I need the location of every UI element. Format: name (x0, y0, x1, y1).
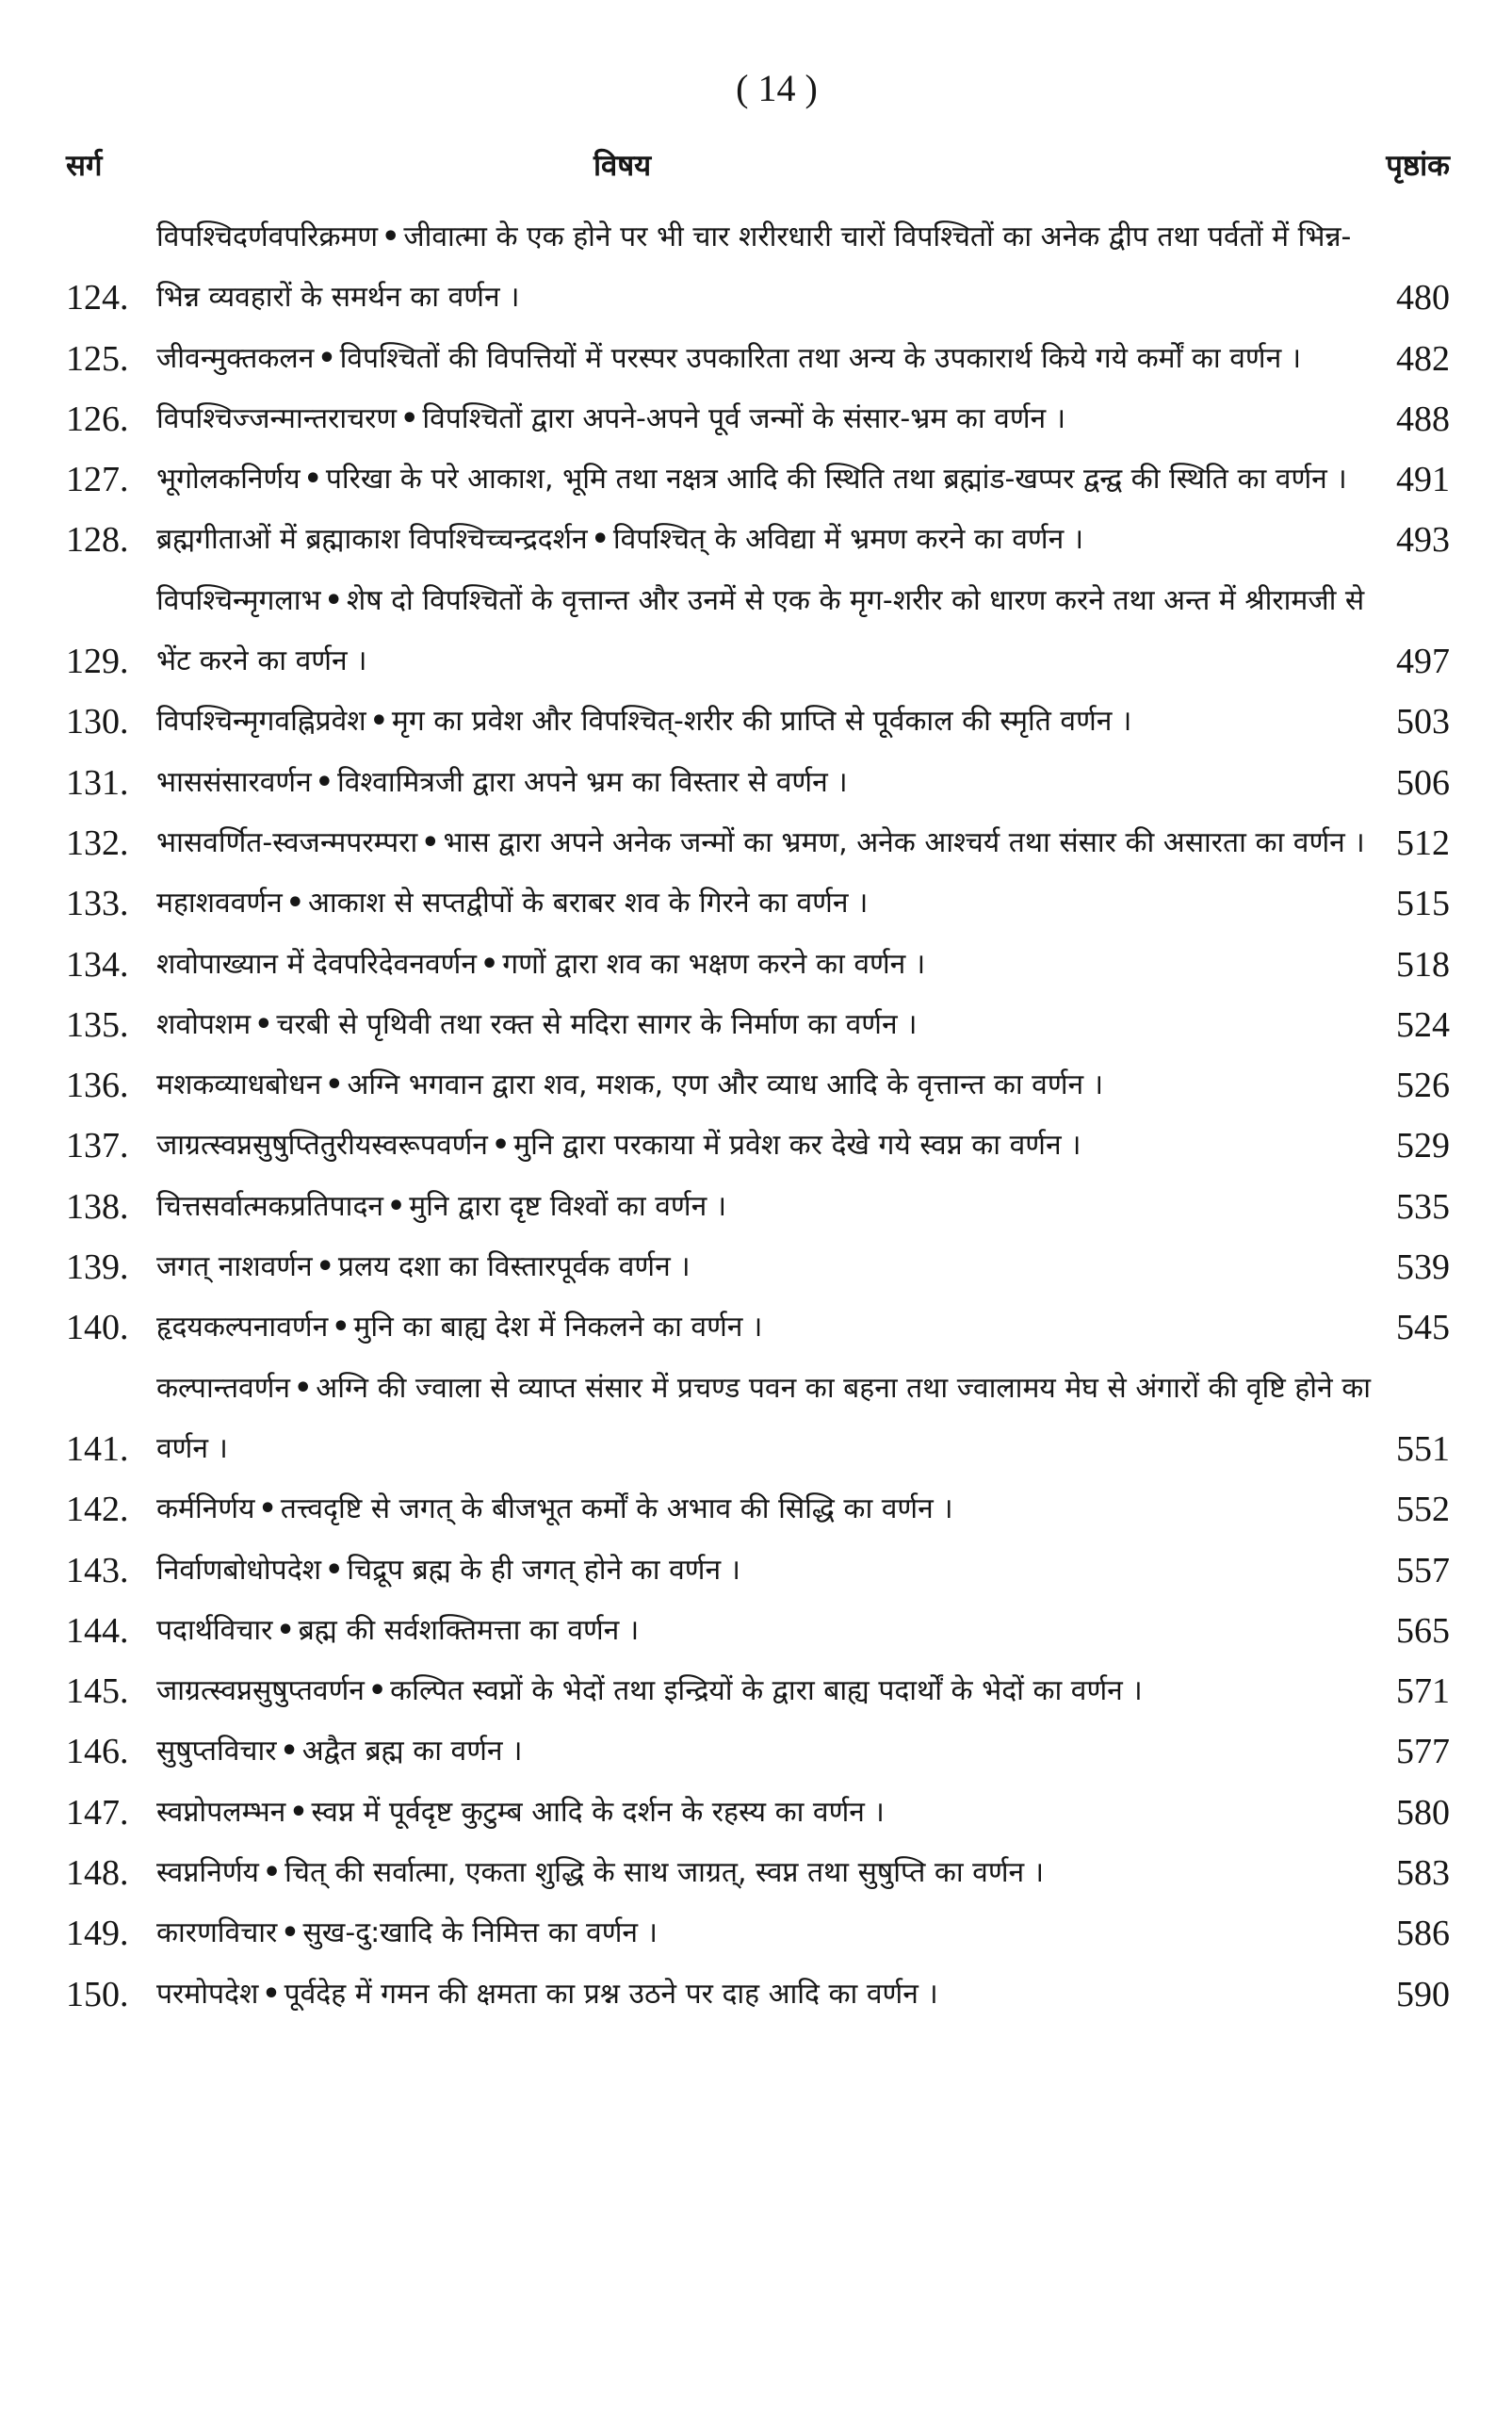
entry-body (156, 935, 1384, 995)
entry-title: जाग्रत्स्वप्नसुषुप्तवर्णन (156, 1674, 365, 1708)
entry-number: 138. (66, 1186, 129, 1227)
entry-body (156, 1903, 1384, 1964)
entry-title: स्वप्नोपलम्भन (156, 1795, 286, 1829)
entry-description: तत्त्वदृष्टि से जगत् के बीजभूत कर्मों के अभाव की सिद्धि का वर्णन । (280, 1492, 953, 1526)
bullet-separator: • (262, 1856, 282, 1890)
contents-entry (66, 813, 1450, 873)
entry-number: 140. (66, 1308, 129, 1348)
entry-title: विपश्चिन्मृगवह्निप्रवेश (156, 705, 366, 739)
entry-title: कारणविचार (156, 1916, 278, 1950)
entry-number: 136. (66, 1066, 129, 1106)
contents-entry (66, 1116, 1450, 1176)
entry-page-number: 488 (1396, 399, 1450, 439)
entry-title: विपश्चिन्मृगलाभ (156, 583, 321, 617)
entry-number: 129. (66, 642, 129, 682)
entry-body (156, 995, 1384, 1055)
entry-title: महाशववर्णन (156, 887, 283, 921)
entry-description: स्वप्न में पूर्वदृष्ट कुटुम्ब आदि के दर्शन के रहस्य का वर्णन । (311, 1795, 885, 1829)
header-vishay: विषय (593, 149, 652, 183)
entry-description: विपश्चितों की विपत्तियों में परस्पर उपकारिता तथा अन्य के उपकारार्थ किये गये कर्मों का वर्णन । (339, 341, 1302, 375)
contents-entry (66, 1964, 1450, 2025)
bullet-separator: • (315, 765, 333, 799)
bullet-separator: • (591, 523, 610, 557)
entry-description: विपश्चितों द्वारा अपने-अपने पूर्व जन्मों के संसार-भ्रम का वर्णन । (422, 401, 1066, 435)
header-sarg: सर्ग (66, 149, 103, 183)
entry-title: जाग्रत्स्वप्नसुषुप्तितुरीयस्वरूपवर्णन (156, 1129, 488, 1163)
entry-page-number: 551 (1396, 1428, 1450, 1469)
bullet-separator: • (400, 401, 419, 435)
entry-description: विश्वामित्रजी द्वारा अपने भ्रम का विस्तार से वर्णन । (336, 765, 848, 799)
entry-body (156, 1055, 1384, 1116)
contents-entry (66, 571, 1450, 693)
entry-page-number: 524 (1396, 1004, 1450, 1045)
page-number: ( 14 ) (736, 67, 818, 109)
bullet-separator: • (387, 1189, 406, 1223)
entry-number: 143. (66, 1550, 129, 1590)
entry-body (156, 449, 1384, 510)
bullet-separator: • (480, 947, 499, 981)
entry-description: शेष दो विपश्चितों के वृत्तान्त और उनमें से एक के मृग-शरीर को धारण करने तथा अन्त में श्रीरामजी से भेंट करने का वर्णन । (156, 583, 1365, 678)
bullet-separator: • (316, 1250, 334, 1284)
entry-title: शवोपाख्यान में देवपरिदेवनवर्णन (156, 947, 478, 981)
entry-description: मृग का प्रवेश और विपश्चित्-शरीर की प्राप्ति से पूर्वकाल की स्मृति वर्णन । (391, 705, 1132, 739)
entry-body (156, 389, 1384, 449)
entry-description: आकाश से सप्तद्वीपों के बराबर शव के गिरने का वर्णन । (307, 887, 869, 921)
entry-title: जीवन्मुक्तकलन (156, 341, 315, 375)
entry-page-number: 515 (1396, 884, 1450, 924)
entry-title: भाससंसारवर्णन (156, 765, 312, 799)
contents-entry (66, 873, 1450, 934)
entry-number: 147. (66, 1792, 129, 1833)
bullet-separator: • (491, 1129, 511, 1163)
contents-entry (66, 1661, 1450, 1721)
entry-page-number: 545 (1396, 1308, 1450, 1348)
entry-page-number: 493 (1396, 520, 1450, 561)
bullet-separator: • (332, 1311, 350, 1345)
bullet-separator: • (254, 1007, 273, 1041)
contents-entry (66, 1177, 1450, 1237)
entry-description: मुनि द्वारा दृष्ट विश्वों का वर्णन । (409, 1189, 727, 1223)
entry-number: 134. (66, 944, 129, 985)
contents-entry (66, 935, 1450, 995)
entry-number: 127. (66, 460, 129, 500)
entry-page-number: 557 (1396, 1550, 1450, 1590)
entry-title: शवोपशम (156, 1007, 252, 1041)
entry-title: मशकव्याधबोधन (156, 1068, 322, 1102)
contents-entry (66, 1237, 1450, 1297)
entry-page-number: 482 (1396, 338, 1450, 379)
entry-number: 144. (66, 1610, 129, 1651)
entry-page-number: 503 (1396, 702, 1450, 742)
entry-description: परिखा के परे आकाश, भूमि तथा नक्षत्र आदि की स्थिति तथा ब्रह्मांड-खप्पर द्वन्द्व की स्थिति का वर्णन । (325, 463, 1347, 497)
contents-entry (66, 510, 1450, 570)
contents-entry (66, 1540, 1450, 1601)
contents-entry (66, 1479, 1450, 1540)
entry-number: 125. (66, 338, 129, 379)
entry-description: प्रलय दशा का विस्तारपूर्वक वर्णन । (337, 1250, 691, 1284)
entry-page-number: 518 (1396, 944, 1450, 985)
entry-title: पदार्थविचार (156, 1613, 273, 1647)
entry-body (156, 1843, 1384, 1903)
bullet-separator: • (258, 1492, 277, 1526)
entry-number: 137. (66, 1126, 129, 1166)
entry-page-number: 497 (1396, 642, 1450, 682)
entry-number: 133. (66, 884, 129, 924)
contents-entry (66, 389, 1450, 449)
bullet-separator: • (382, 220, 400, 253)
entry-description: सुख-दु:खादि के निमित्त का वर्णन । (302, 1916, 658, 1950)
entry-title: कल्पान्तवर्णन (156, 1371, 291, 1405)
entry-body (156, 510, 1384, 570)
entry-page-number: 539 (1396, 1247, 1450, 1288)
bullet-separator: • (303, 463, 322, 497)
entry-body (156, 571, 1384, 693)
contents-entry (66, 1359, 1450, 1480)
contents-entry (66, 692, 1450, 752)
entry-title: स्वप्ननिर्णय (156, 1856, 259, 1890)
entry-number: 131. (66, 762, 129, 803)
entry-page-number: 480 (1396, 278, 1450, 318)
bullet-separator: • (367, 1674, 387, 1708)
entry-title: विपश्चिदर्णवपरिक्रमण (156, 220, 379, 253)
bullet-separator: • (281, 1916, 300, 1950)
entry-body (156, 1783, 1384, 1843)
entry-body (156, 1297, 1384, 1358)
bullet-separator: • (276, 1613, 295, 1647)
bullet-separator: • (324, 583, 343, 617)
entry-description: ब्रह्म की सर्वशक्तिमत्ता का वर्णन । (298, 1613, 640, 1647)
entry-number: 146. (66, 1732, 129, 1772)
bullet-separator: • (369, 705, 388, 739)
contents-entry (66, 753, 1450, 813)
entry-number: 149. (66, 1914, 129, 1954)
entry-title: भासवर्णित-स्वजन्मपरम्परा (156, 825, 418, 859)
entry-page-number: 529 (1396, 1126, 1450, 1166)
entry-description: चित् की सर्वात्मा, एकता शुद्धि के साथ जाग्रत्, स्वप्न तथा सुषुप्ति का वर्णन । (285, 1856, 1045, 1890)
entry-body (156, 1540, 1384, 1601)
entry-page-number: 535 (1396, 1186, 1450, 1227)
entry-number: 150. (66, 1974, 129, 2014)
header-prishthank: पृष्ठांक (1386, 149, 1450, 183)
entry-number: 148. (66, 1853, 129, 1894)
entry-number: 139. (66, 1247, 129, 1288)
entry-page-number: 552 (1396, 1490, 1450, 1530)
entry-title: हृदयकल्पनावर्णन (156, 1311, 329, 1345)
entry-body (156, 873, 1384, 934)
entry-title: भूगोलकनिर्णय (156, 463, 301, 497)
entry-page-number: 586 (1396, 1914, 1450, 1954)
entry-description: मुनि द्वारा परकाया में प्रवेश कर देखे गये स्वप्न का वर्णन । (513, 1129, 1081, 1163)
bullet-separator: • (294, 1371, 313, 1405)
entry-page-number: 491 (1396, 460, 1450, 500)
entry-body (156, 1359, 1384, 1480)
entry-description: अद्वैत ब्रह्म का वर्णन । (301, 1735, 523, 1768)
entry-description: मुनि का बाह्य देश में निकलने का वर्णन । (353, 1311, 763, 1345)
contents-entry (66, 449, 1450, 510)
bullet-separator: • (285, 887, 304, 921)
entry-description: अग्नि की ज्वाला से व्याप्त संसार में प्रचण्ड पवन का बहना तथा ज्वालामय मेघ से अंगारों की वृष्टि होने का वर्णन । (156, 1371, 1372, 1465)
entry-body (156, 1601, 1384, 1661)
entry-body (156, 1177, 1384, 1237)
entry-number: 124. (66, 278, 129, 318)
entry-body (156, 1479, 1384, 1540)
entry-number: 128. (66, 520, 129, 561)
entry-title: जगत् नाशवर्णन (156, 1250, 313, 1284)
contents-entry (66, 207, 1450, 329)
bullet-separator: • (325, 1068, 344, 1102)
contents-entry (66, 995, 1450, 1055)
contents-entry (66, 1783, 1450, 1843)
entry-body (156, 1721, 1384, 1782)
bullet-separator: • (325, 1553, 344, 1587)
entry-title: कर्मनिर्णय (156, 1492, 255, 1526)
entry-description: विपश्चित् के अविद्या में भ्रमण करने का वर्णन । (612, 523, 1084, 557)
entry-body (156, 692, 1384, 752)
entry-description: चिद्रूप ब्रह्म के ही जगत् होने का वर्णन । (347, 1553, 741, 1587)
contents-entry (66, 1721, 1450, 1782)
entry-page-number: 580 (1396, 1792, 1450, 1833)
entry-number: 135. (66, 1004, 129, 1045)
entry-body (156, 1237, 1384, 1297)
entry-body (156, 1964, 1384, 2025)
entry-description: अग्नि भगवान द्वारा शव, मशक, एण और व्याध आदि के वृत्तान्त का वर्णन । (347, 1068, 1104, 1102)
entry-page-number: 565 (1396, 1610, 1450, 1651)
bullet-separator: • (289, 1795, 308, 1829)
bullet-separator: • (421, 825, 440, 859)
bullet-separator: • (317, 341, 336, 375)
entry-body (156, 1116, 1384, 1176)
contents-list (66, 207, 1450, 2025)
contents-entry (66, 1297, 1450, 1358)
entry-title: विपश्चिज्जन्मान्तराचरण (156, 401, 398, 435)
entry-title: चित्तसर्वात्मकप्रतिपादन (156, 1189, 384, 1223)
entry-body (156, 753, 1384, 813)
table-header (66, 138, 1450, 194)
entry-description: गणों द्वारा शव का भक्षण करने का वर्णन । (502, 947, 926, 981)
entry-title: निर्वाणबोधोपदेश (156, 1553, 322, 1587)
entry-body (156, 329, 1384, 389)
entry-title: ब्रह्मगीताओं में ब्रह्माकाश विपश्चिच्चन्द्रदर्शन (156, 523, 588, 557)
entry-title: सुषुप्तविचार (156, 1735, 277, 1768)
contents-entry (66, 1055, 1450, 1116)
entry-description: भास द्वारा अपने अनेक जन्मों का भ्रमण, अनेक आश्चर्य तथा संसार की असारता का वर्णन । (443, 825, 1365, 859)
entry-number: 142. (66, 1490, 129, 1530)
entry-page-number: 590 (1396, 1974, 1450, 2014)
entry-description: कल्पित स्वप्नों के भेदों तथा इन्द्रियों के द्वारा बाह्य पदार्थों के भेदों का वर्णन । (390, 1674, 1143, 1708)
entry-page-number: 577 (1396, 1732, 1450, 1772)
entry-title: परमोपदेश (156, 1977, 259, 2011)
entry-page-number: 506 (1396, 762, 1450, 803)
contents-entry (66, 1843, 1450, 1903)
contents-entry (66, 1903, 1450, 1964)
contents-entry (66, 329, 1450, 389)
entry-page-number: 526 (1396, 1066, 1450, 1106)
entry-body (156, 207, 1384, 329)
contents-entry (66, 1601, 1450, 1661)
entry-number: 130. (66, 702, 129, 742)
entry-number: 145. (66, 1671, 129, 1712)
entry-number: 126. (66, 399, 129, 439)
entry-number: 141. (66, 1428, 129, 1469)
entry-body (156, 1661, 1384, 1721)
entry-page-number: 512 (1396, 823, 1450, 863)
entry-body (156, 813, 1384, 873)
entry-page-number: 571 (1396, 1671, 1450, 1712)
bullet-separator: • (262, 1977, 281, 2011)
entry-page-number: 583 (1396, 1853, 1450, 1894)
bullet-separator: • (280, 1735, 299, 1768)
entry-description: जीवात्मा के एक होने पर भी चार शरीरधारी चारों विपश्चितों का अनेक द्वीप तथा पर्वतों में भिन्न-भिन्न व्यवहारों के समर्थन का वर्णन । (156, 220, 1352, 315)
entry-number: 132. (66, 823, 129, 863)
entry-description: चरबी से पृथिवी तथा रक्त से मदिरा सागर के निर्माण का वर्णन । (276, 1007, 918, 1041)
entry-description: पूर्वदेह में गमन की क्षमता का प्रश्न उठने पर दाह आदि का वर्णन । (284, 1977, 938, 2011)
